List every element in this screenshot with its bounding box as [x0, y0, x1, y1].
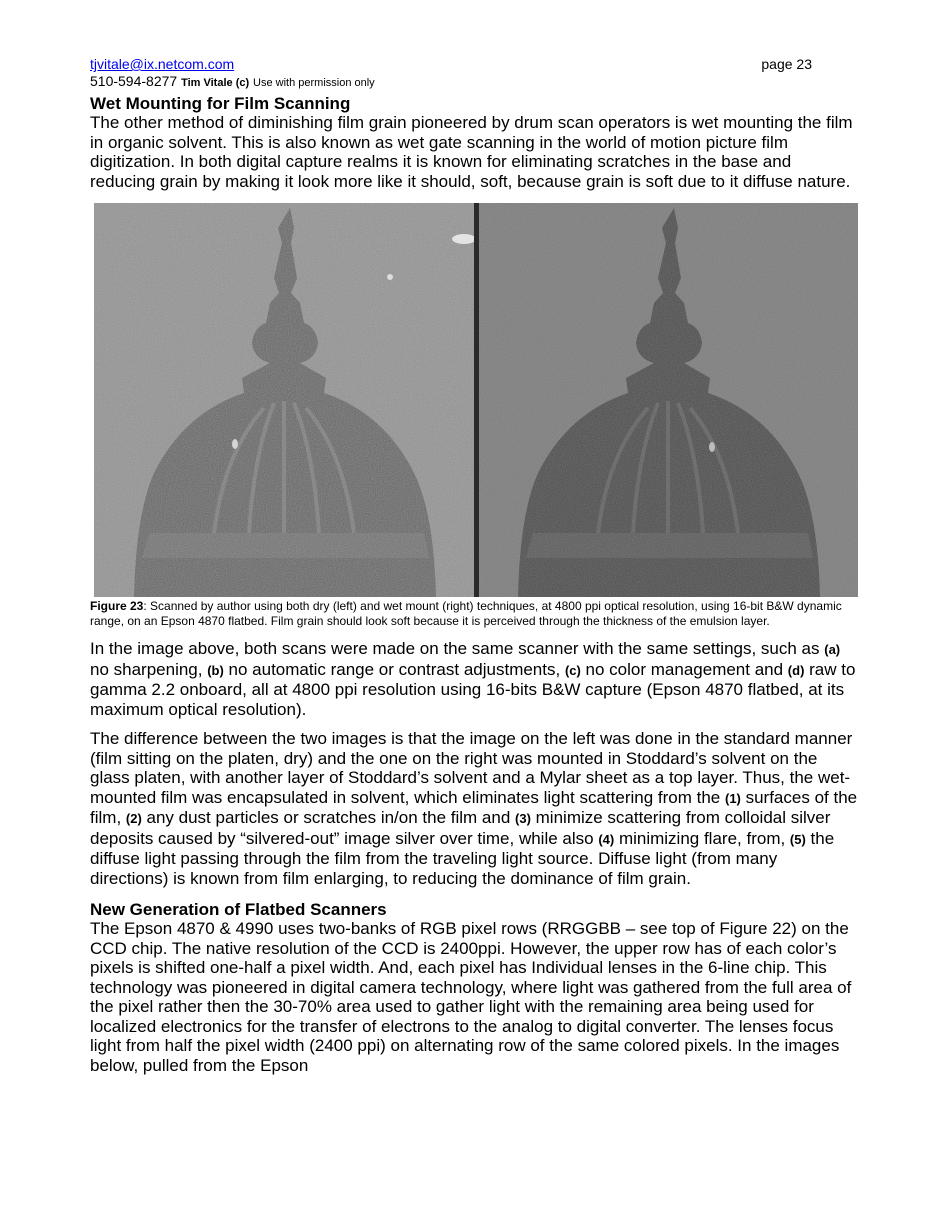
list-marker: (b) — [207, 662, 224, 678]
text-run: the diffuse light passing through the film from the traveling light source. Diffuse light (from many directions) is known from film enlarging, to reducing the dominance of film grain. — [90, 828, 835, 888]
email-link[interactable]: tjvitale@ix.netcom.com — [90, 56, 235, 72]
list-marker: (3) — [515, 811, 531, 826]
text-run: surfaces of the film, — [90, 787, 858, 827]
section-heading-wet-mounting: Wet Mounting for Film Scanning — [90, 94, 351, 113]
list-marker: (a) — [824, 642, 841, 657]
dry-scan-panel — [94, 203, 474, 597]
contact-line — [90, 73, 860, 92]
wet-scan-panel — [479, 203, 858, 597]
figure-23-caption — [90, 599, 860, 629]
text-run: raw to gamma 2.2 onboard, all at 4800 ppi resolution using 16-bits B&W capture (Epson 4870 flatbed, at its maximum optical resolution). — [90, 659, 856, 719]
text-run: no automatic range or contrast adjustments, — [223, 659, 565, 679]
list-marker: (c) — [564, 662, 581, 678]
text-run: any dust particles or scratches in/on the film and — [141, 808, 516, 827]
text-run: minimize scattering from colloidal silver deposits caused by “silvered-out” image silver over time, while also — [90, 808, 831, 848]
page-header — [90, 56, 860, 90]
list-marker: (2) — [125, 811, 142, 826]
document-page — [90, 56, 860, 1075]
text-run: The difference between the two images is that the image on the left was done in the standard manner (film sitting on the platen, dry) and the one on the right was mounted in Stoddard’s solvent on the glass platen, with another layer of Stoddard’s solvent and a Mylar sheet as a top layer. Thus, the wet-mounted film was encapsulated in solvent, which eliminates light scattering from the — [90, 729, 853, 807]
text-run: minimizing flare, from, — [614, 828, 790, 848]
list-marker: (5) — [789, 831, 806, 847]
section-heading-flatbed-scanners: New Generation of Flatbed Scanners — [90, 900, 387, 919]
permission-note: Use with permission only — [253, 77, 375, 89]
list-marker: (1) — [724, 790, 741, 806]
list-marker: (4) — [598, 831, 615, 847]
wet-mounting-paragraph: The other method of diminishing film grain pioneered by drum scan operators is wet mounting the film in organic solvent. This is also known as wet gate scanning in the world of motion picture film digitization. In both digital capture realms it is known for eliminating scratches in the base and reducing grain by making it look more like it should, soft, because grain is soft due to it diffuse nature. — [90, 113, 853, 191]
figure-label: Figure 23 — [90, 599, 144, 613]
list-marker: (d) — [787, 662, 805, 678]
scan-settings-paragraph — [90, 639, 860, 719]
figure-caption-text: : Scanned by author using both dry (left) and wet mount (right) techniques, at 4800 ppi optical resolution, using 16-bit B&W dynamic range, on an Epson 4870 flatbed. Film grain should look soft because it is perceived through the thickness of the emulsion layer. — [90, 599, 842, 628]
difference-paragraph — [90, 729, 860, 888]
figure-23-image — [94, 203, 858, 597]
flatbed-scanners-paragraph: The Epson 4870 & 4990 uses two-banks of RGB pixel rows (RRGGBB – see top of Figure 22) on the CCD chip. The native resolution of the CCD is 2400ppi. However, the upper row has of each color’s pixels is shifted one-half a pixel width. And, each pixel has Individual lenses in the 6-line chip. This technology was pioneered in digital camera technology, where light was gathered from the full area of the pixel rather then the 30-70% area used to gather light with the remaining area being used for localized electronics for the transfer of electrons to the analog to digital converter. The lenses focus light from half the pixel width (2400 ppi) on alternating row of the same colored pixels. In the images below, pulled from the Epson — [90, 919, 852, 1075]
text-run: no sharpening, — [90, 659, 208, 679]
page-number: page 23 — [761, 56, 812, 72]
phone-number: 510-594-8277 — [90, 73, 178, 89]
text-run: In the image above, both scans were made on the same scanner with the same settings, such as — [90, 639, 825, 658]
author-name: Tim Vitale (c) — [181, 77, 250, 89]
text-run: no color management and — [580, 659, 788, 679]
